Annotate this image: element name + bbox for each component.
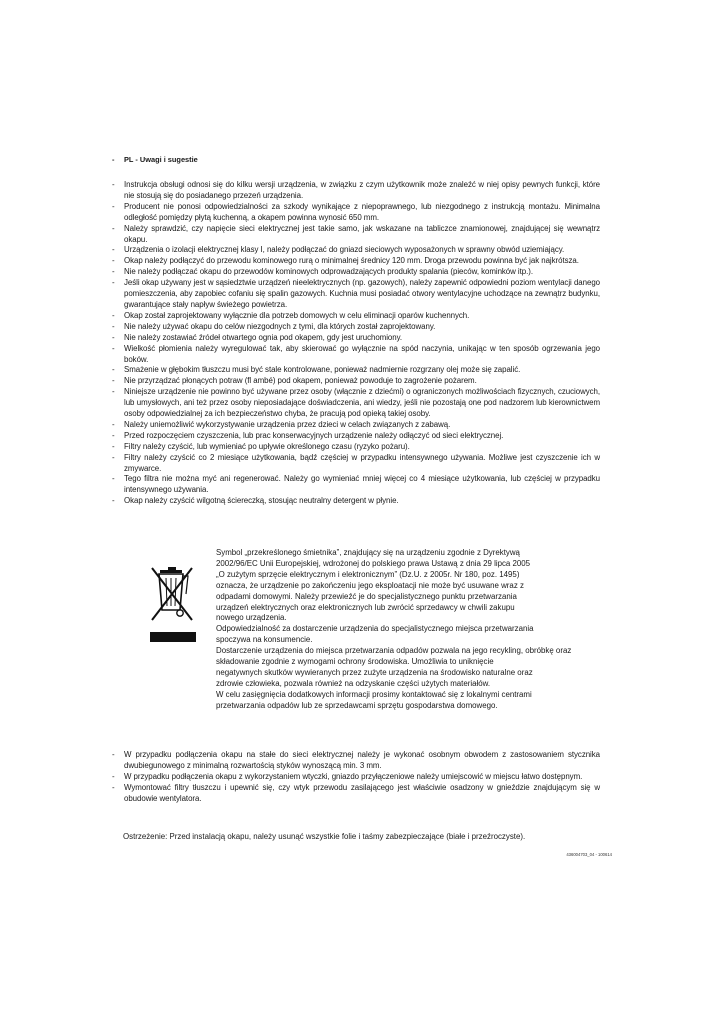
list-item: - Nie należy używać okapu do celów niezgodnych z tymi, dla których został zaprojektowany. (112, 322, 600, 333)
list-item: - W przypadku podłączenia okapu z wykorzystaniem wtyczki, gniazdo przyłączeniowe należy umiejscowić w miejscu łatwo dostępnym. (112, 772, 600, 783)
list-item: - Nie należy podłączać okapu do przewodów kominowych odprowadzających produkty spalania (pieców, kominków itp.). (112, 267, 600, 278)
weee-paragraph: Odpowiedzialność za dostarczenie urządzenia do specjalistycznego miejsca przetwarzania spoczywa na konsumencie. (216, 624, 534, 645)
weee-paragraph: W celu zasięgnięcia dodatkowych informacji prosimy kontaktować się z lokalnymi centrami przetwarzania odpadów lub ze sprzedawcami sprzętu gospodarstwa domowego. (216, 689, 532, 710)
installation-warning: Ostrzeżenie: Przed instalacją okapu, należy usunąć wszystkie folie i taśmy zabezpieczające (białe i przeźroczyste). (123, 832, 526, 841)
weee-paragraph: Dostarczenie urządzenia do miejsca przetwarzania odpadów pozwala na jego recykling, obróbkę oraz składowanie zgodnie z wymogami ochrony środowiska. Umożliwia to uniknięcie negatywnych skutków wywieranych przez zużyte urządzenia na środowisko naturalne oraz zdrowie człowieka, pozwala również na odzyskanie części użytych materiałów. (216, 646, 572, 688)
list-item: - Okap został zaprojektowany wyłącznie dla potrzeb domowych w celu eliminacji oparów kuchennych. (112, 311, 600, 322)
list-item: - Nie należy zostawiać źródeł otwartego ognia pod okapem, gdy jest uruchomiony. (112, 333, 600, 344)
list-item: - Okap należy czyścić wilgotną ściereczką, stosując neutralny detergent w płynie. (112, 496, 600, 507)
list-item: - Urządzenia o izolacji elektrycznej klasy I, należy podłączać do gniazd sieciowych wyposażonych w sprawny obwód uziemiający. (112, 245, 600, 256)
weee-paragraph: Symbol „przekreślonego śmietnika”, znajdujący się na urządzeniu zgodnie z Dyrektywą 2002/96/EC Unii Europejskiej, wdrożonej do polskiego prawa Ustawą z dnia 29 lipca 2005 „O zużytym sprzęcie elektrycznym i elektronicznym” (Dz.U. z 2005r. Nr 180, poz. 1495) oznacza, że urządzenie po zakończeniu jego eksploatacji nie może być usuwane wraz z odpadami domowymi. Należy przewieźć je do specjalistycznego punktu przetwarzania urządzeń elektrycznych oraz elektronicznych lub zwrócić sprzedawcy w chwili zakupu nowego urządzenia. (216, 548, 531, 623)
list-item: - Filtry należy czyścić, lub wymieniać po upływie określonego czasu (ryzyko pożaru). (112, 442, 600, 453)
safety-notes-list (112, 180, 600, 507)
list-item: - Niniejsze urządzenie nie powinno być używane przez osoby (włącznie z dziećmi) o ograniczonych możliwościach fizycznych, czuciowych, lub umysłowych, ani też przez osoby nieposiadające doświadczenia, ani wiedzy, jeśli nie pozostają one pod nadzorem lub kierownictwem osoby odpowiedzialnej za ich bezpieczeństwo chyba, że pracują pod opieką takiej osoby. (112, 387, 600, 420)
section-heading-text: PL - Uwagi i sugestie (124, 155, 198, 164)
list-item: - Tego filtra nie można myć ani regenerować. Należy go wymieniać mniej więcej co 4 miesiące użytkowania, lub częściej w przypadku intensywnego używania. (112, 474, 600, 496)
document-code: 436004703_04 - 100614 (566, 852, 612, 857)
list-item: - Jeśli okap używany jest w sąsiedztwie urządzeń nieelektrycznych (np. gazowych), należy zapewnić odpowiedni poziom wentylacji danego pomieszczenia, aby zapobiec cofaniu się spalin gazowych. Kuchnia musi posiadać otwory wentylacyjne uchodzące na zewnątrz budynku, gwarantujące stały napływ świeżego powietrza. (112, 278, 600, 311)
list-item: - Należy uniemożliwić wykorzystywanie urządzenia przez dzieci w celach związanych z zabawą. (112, 420, 600, 431)
list-item: - Instrukcja obsługi odnosi się do kilku wersji urządzenia, w związku z czym użytkownik może znaleźć w niej opisy pewnych funkcji, które nie stosują się do posiadanego przezeń urządzenia. (112, 180, 600, 202)
list-item: - Producent nie ponosi odpowiedzialności za szkody wynikające z niepoprawnego, lub niezgodnego z instrukcją montażu. Minimalna odległość pomiędzy płytą kuchenną, a okapem powinna wynosić 650 mm. (112, 202, 600, 224)
list-item: - Smażenie w głębokim tłuszczu musi być stale kontrolowane, ponieważ nadmiernie rozgrzany olej może się zapalić. (112, 365, 600, 376)
list-item: - Należy sprawdzić, czy napięcie sieci elektrycznej jest takie samo, jak wskazane na tabliczce znamionowej, znajdującej się wewnątrz okapu. (112, 224, 600, 246)
section-heading: - PL - Uwagi i sugestie (112, 155, 198, 164)
list-item: - Nie przyrządzać płonących potraw (fl ambé) pod okapem, ponieważ powoduje to zagrożenie pożarem. (112, 376, 600, 387)
list-item: - Wymontować filtry tłuszczu i upewnić się, czy wtyk przewodu zasilającego jest właściwie osadzony w gnieździe znajdującym się w obudowie wentylatora. (112, 783, 600, 805)
list-item: - Filtry należy czyścić co 2 miesiące użytkowania, bądź częściej w przypadku intensywnego używania. Możliwe jest czyszczenie ich w zmywarce. (112, 453, 600, 475)
weee-text (216, 548, 608, 712)
crossed-out-wheeled-bin-icon (146, 564, 200, 648)
list-item: - Okap należy podłączyć do przewodu kominowego rurą o minimalnej średnicy 120 mm. Droga przewodu powinna być jak najkrótsza. (112, 256, 600, 267)
list-item: - W przypadku podłączenia okapu na stałe do sieci elektrycznej należy je wykonać osobnym obwodem z zastosowaniem stycznika dwubiegunowego z minimalną rozwartością styków wynoszącą min. 3 mm. (112, 750, 600, 772)
list-item: - Wielkość płomienia należy wyregulować tak, aby skierować go wyłącznie na spód naczynia, unikając w ten sposób ogrzewania jego boków. (112, 344, 600, 366)
installation-notes-list (112, 750, 600, 805)
list-item: - Przed rozpoczęciem czyszczenia, lub prac konserwacyjnych urządzenie należy odłączyć od sieci elektrycznej. (112, 431, 600, 442)
